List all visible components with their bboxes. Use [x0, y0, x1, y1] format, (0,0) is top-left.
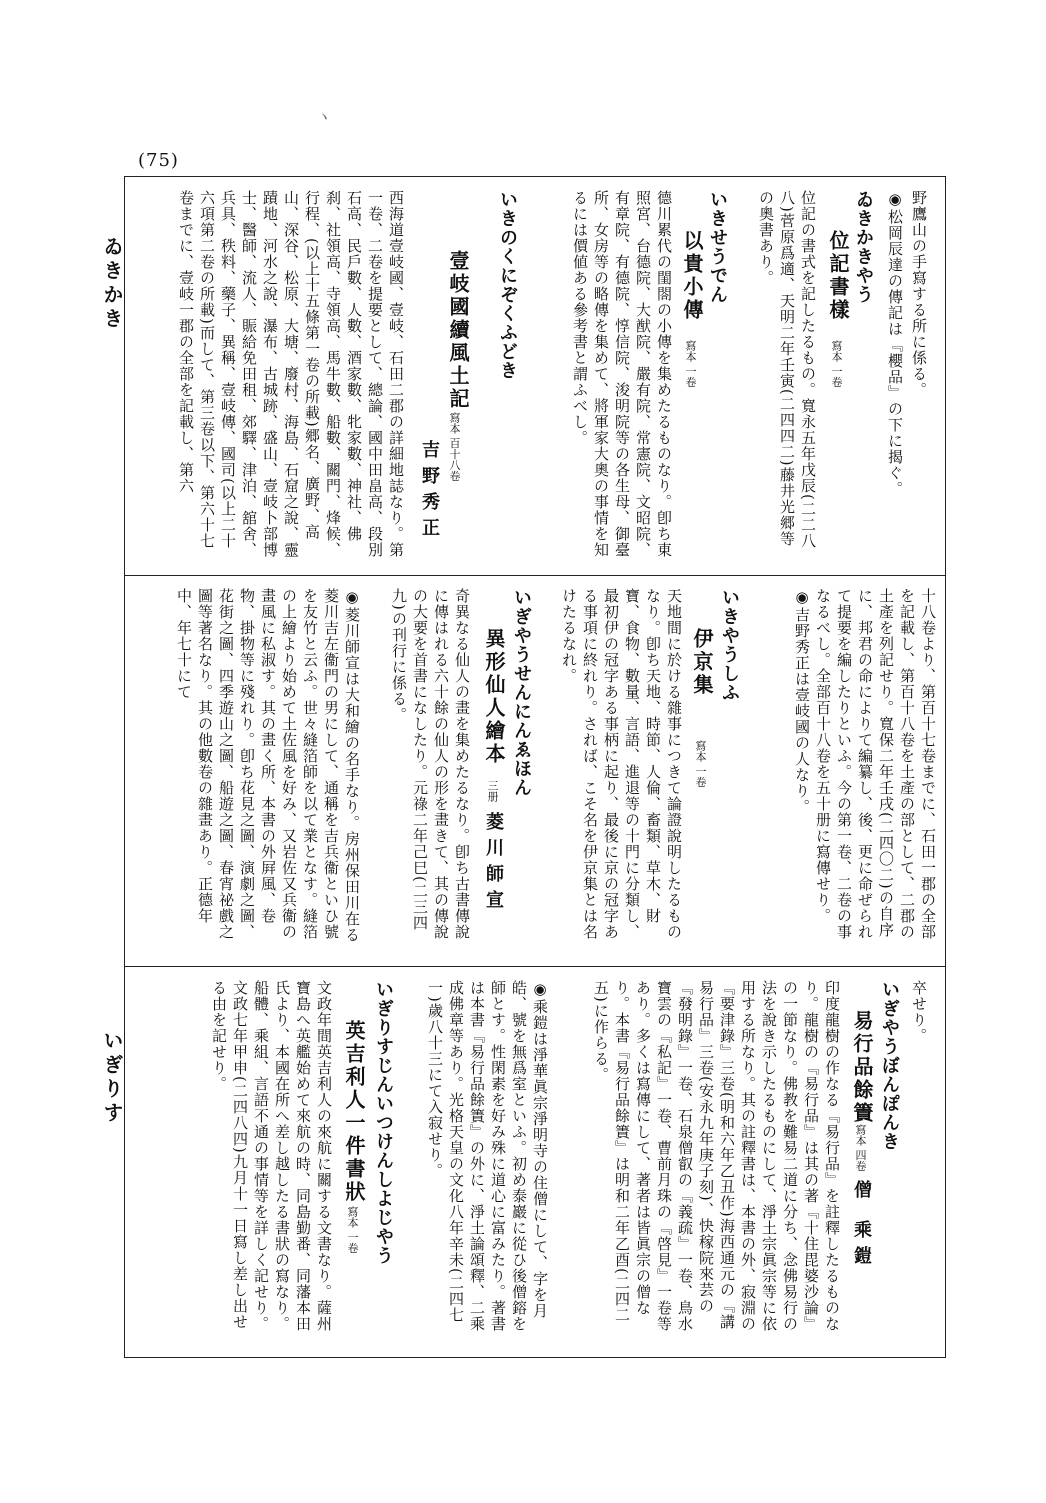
- continuation-note: ◉松岡辰達の傳記は『櫻品』の下に揭ぐ。: [886, 190, 904, 497]
- entry-body-igirisu: 文政年間英吉利人の來航に關する文書なり。薩州寶島へ英艦始めて來航の時、同島勤番、同藩本田氏より、本國在所へ差し越したる書狀の寫なり。船體、乘組、言語不通の事情等を詳しく記せり。文政七年甲申(二四八四)九月十一日寫し差し出せる由を記せり。: [210, 980, 333, 1332]
- side-header-bottom: いぎりす: [100, 1030, 124, 1126]
- entry-author-igyohon: 僧 乘鎧: [851, 1180, 872, 1273]
- entry-kana-ikigaki: ゐきかきやう: [853, 190, 874, 304]
- entry-title-igirisu: 英吉利人一件書狀: [342, 1020, 366, 1204]
- continuation-text-mid: 十八卷より、第百十七卷までに、石田一郡の全部を記載し、第百十八卷を土產の部として、二郡の土產を列記せり。寬保二年壬戌(二四〇二)の自序に、邦君の命によりて編纂し、後、更に命ぜられて提要を編したりといふ。今の第一卷、二卷の事なるべし。全部百十八卷を五十册に寫傳せり。 ◉吉野秀正は壹岐國の人なり。: [793, 588, 937, 940]
- page-number: (75): [138, 150, 179, 171]
- entry-author-iki-fudoki: 吉野秀正: [419, 440, 440, 544]
- entry-title-igyosen: 異形仙人繪本: [482, 628, 506, 766]
- entry-body-igyosen: 奇異なる仙人の畫を集めたるなり。卽ち古書傳說に傳はれる六十餘の仙人の形を畫きて、其の傳說の大要を首書になしたり。元祿二年己巳(二三四九)の刊行に係る。: [390, 588, 471, 940]
- entry-kana-igirisu: いぎりすじんいつけんしよじやう: [373, 980, 394, 1265]
- entry-kana-ikyoshu: いきやうしふ: [719, 588, 740, 702]
- entry-kana-iki-fudoki: いきのくにぞくふどき: [497, 190, 518, 380]
- entry-note-ikigaki: 寫本 一卷: [830, 340, 843, 388]
- entry-note-ikisoden: 寫本 一卷: [684, 340, 697, 388]
- entry-body-iki-fudoki: 西海道壹岐國、壹岐、石田二郡の詳細地誌なり。第一卷、二卷を提要として、總論、國中田畠高、段別石高、民戶數、人數、酒家數、牝家數、神社、佛刹、社領高、寺領高、馬牛數、船數、關門、烽候、行程、(以上十五條第一卷の所載)郷名、廣野、高山、深谷、松原、大塘、廢村、海島、石窟之說、靈蹟地、河水之說、瀑布、古城跡、盛山、壹岐卜部博士、醫師、流人、賑給免田租、郊驛、津泊、舘舍、兵具、秩料、藥子、異稱、壹岐傳、國司(以上二十六項第二卷の所載)而して、第三卷以下、第六十七卷までに、壹岐一郡の全部を記載し、第六: [177, 190, 405, 558]
- entry-kana-igyosen: いぎやうせんにんゑほん: [511, 588, 532, 797]
- side-header-top: ゐきかき: [100, 236, 124, 332]
- entry-title-igyohon: 易行品餘簀: [850, 1010, 874, 1125]
- entry-note-ikyoshu: 寫本 一卷: [694, 740, 707, 788]
- entry-kana-igyohon: いぎやうぼんぽんき: [879, 980, 900, 1151]
- tier-divider-lower: [124, 966, 946, 967]
- stray-mark: ヽ: [316, 107, 333, 126]
- entry-title-ikigaki: 位記書樣: [826, 230, 850, 322]
- entry-title-ikisoden: 以貴小傳: [680, 230, 704, 322]
- entry-body-igyohon: 印度龍樹の作なる『易行品』を註釋したるものなり。龍樹の『易行品』は其の著『十住毘婆沙論』の一節なり。佛教を難易二道に分ち、念佛易行の法を說き示したるものにして、淨土宗眞宗等に依用する所なり。其の註釋書は、本書の外、寂淵の『要津錄』三卷(明和六年乙丑作)海西通元の『講易行品』三卷(安永九年庚子刻)、快稼院來芸の『發明錄』一卷、石泉僧叡の『義疏』一卷、鳥水寶雲の『私記』一卷、曹前月珠の『啓見』一卷等あり。多くは寫傳にして、著者は皆眞宗の僧なり。本書『易行品餘簀』は明和二年乙酉(二四二五)に作らる。: [592, 980, 841, 1332]
- entry-body-ikyoshu: 天地間に於ける雜事につきて論證說明したるものなり。卽ち天地、時節、人倫、畜類、草木、財寶、食物、數量、言語、進退等の十門に分類し、最初伊の冠字ある事柄に起り、最後に京の冠字ある事項に終れり。されば、こそ名を伊京集とは名けたるなれ。: [560, 588, 683, 940]
- entry-note-igyosen: 三册: [486, 780, 499, 802]
- tier-divider: [124, 575, 946, 576]
- continuation-text-bottom: 卒せり。: [910, 980, 928, 1044]
- entry-title-ikyoshu: 伊京集: [690, 628, 714, 697]
- entry-body-ikigaki: 位記の書式を記したるもの。寬永五年戊辰(二二八八)菅原爲適、天明二年壬寅(二四四二)藤井光郷等の奧書あり。: [757, 190, 817, 549]
- entry-note-iki-fudoki: 寫本 百十八卷: [448, 412, 461, 482]
- entry-note-igirisu: 寫本 一卷: [346, 1206, 359, 1254]
- note-hishikawa: ◉菱川師宣は大和繪の名手なり。房州保田川在る菱川吉左衞門の男にして、通稱を吉兵衞といひ號を友竹と云ふ。世々縫箔師を以て業となす。縫箔の上繪より始めて土佐風を好み、又岩佐又兵衞の畫風に私淑す。其の畫く所、本書の外屛風、卷物、掛物等に殘れり。卽ち花見之圖、演劇之圖、花街之圖、四季遊山之圖、船遊之圖、春宵祕戲之圖等著名なり。其の他數卷の雜畫あり。正德年中、年七十にて: [175, 588, 361, 943]
- entry-body-ikisoden: 德川累代の閨閤の小傳を集めたるものなり。卽ち東照宮、台德院、大猷院、嚴有院、常憲院、文昭院、有章院、有德院、惇信院、浚明院等の各生母、御臺所、女房等の略傳を集めて、將軍家大奧の事情を知るには價値ある參考書と謂ふべし。: [571, 190, 673, 558]
- note-jokai: ◉乘鎧は淨華眞宗淨明寺の住僧にして、字を月皓、號を無爲室といふ。初め泰巖に從ひ後僧鎔を師とす。性閑素を好み殊に道心に富みたり。著書は本書『易行品餘簀』の外に、淨土論頌釋、二乘成佛章等あり。光格天皇の文化八年辛未(二四七一)歲八十三にて入寂せり。: [426, 980, 549, 1332]
- continuation-note-mid: ◉吉野秀正は壹岐國の人なり。: [793, 588, 811, 815]
- entry-title-iki-fudoki: 壹岐國續風土記: [446, 250, 470, 411]
- continuation-text: 野鷹山の手寫する所に係る。: [910, 190, 928, 398]
- entry-author-igyosen: 菱川師宣: [483, 812, 504, 916]
- entry-note-igyohon: 寫本 四卷: [854, 1124, 867, 1172]
- entry-kana-ikisoden: いきせうでん: [707, 190, 728, 304]
